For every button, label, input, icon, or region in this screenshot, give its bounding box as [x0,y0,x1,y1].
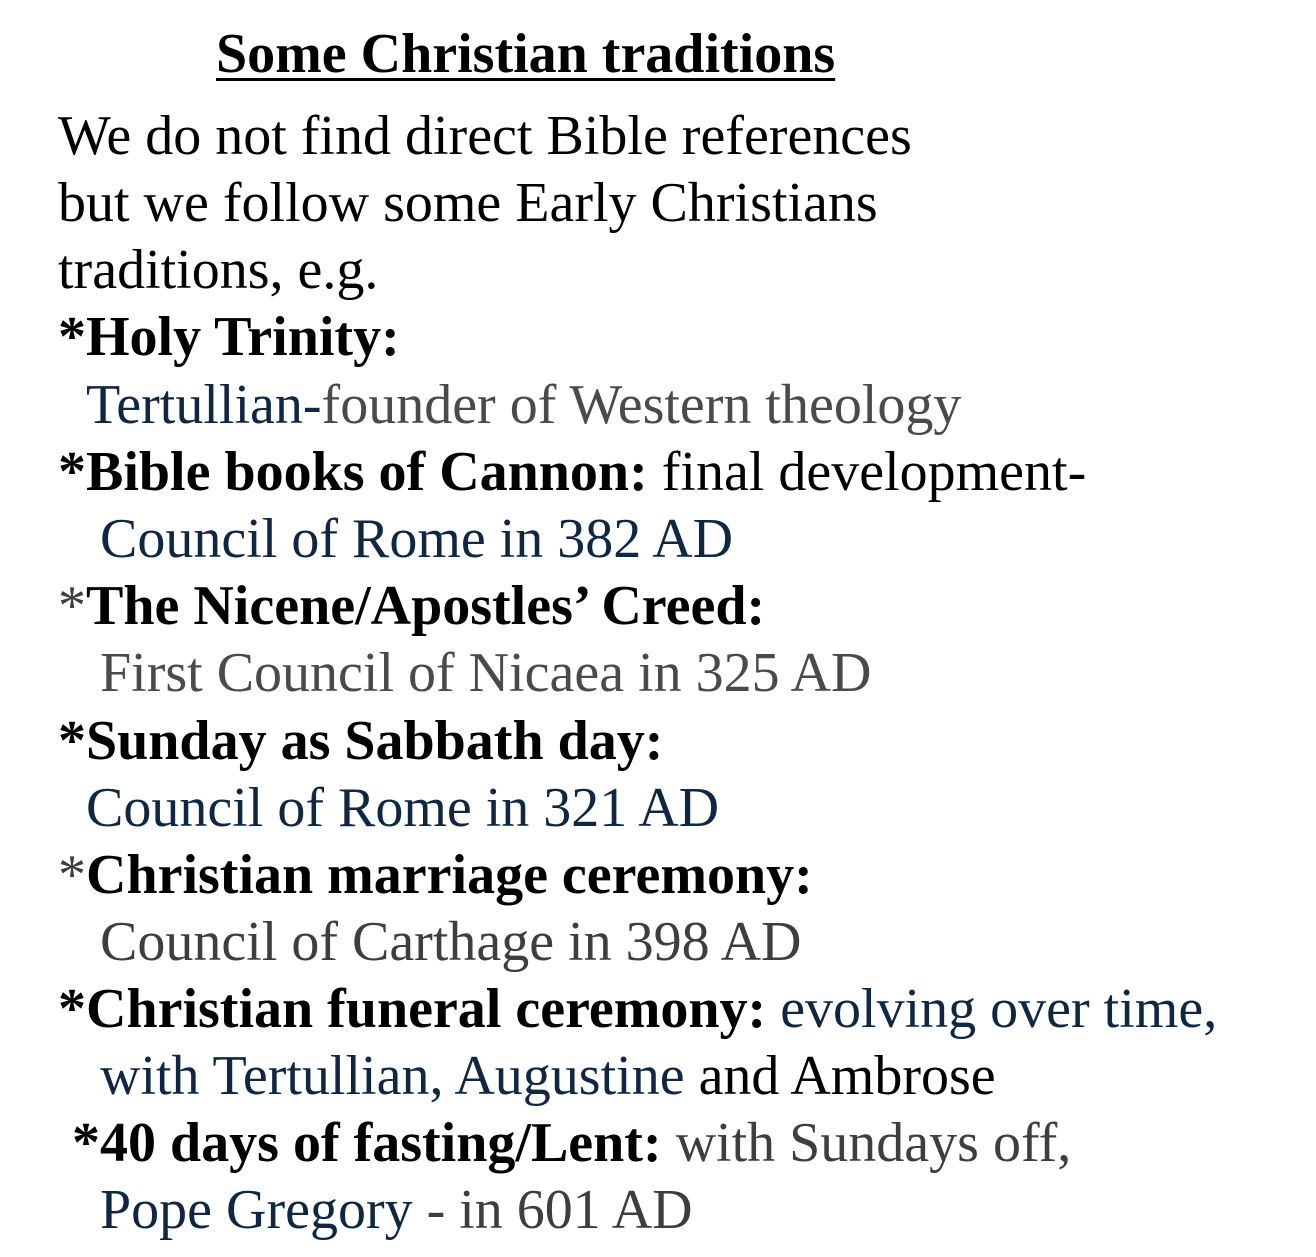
list-item-holy-trinity [58,305,400,369]
list-item-detail: Council of Carthage in 398 AD [100,911,802,973]
list-item-inline: with Sundays off, [661,1112,1072,1174]
list-item-bullet: * [58,978,86,1040]
list-item-detail [100,1044,996,1108]
intro-line-2: but we follow some Early Christians [58,172,878,234]
list-item-marriage [58,843,813,907]
list-item-funeral [58,977,1217,1041]
list-item-inline: final development- [647,441,1087,503]
detail-part-a: Tertullian- [86,374,322,436]
list-item-bullet: * [72,1112,100,1174]
list-item-bullet: * [58,441,86,503]
list-item-detail: Council of Rome in 382 AD [100,508,734,570]
detail-part-a: with Tertullian, Augustine [100,1045,685,1107]
list-item-detail: First Council of Nicaea in 325 AD [100,642,872,704]
list-item-heading: The Nicene/Apostles’ Creed: [86,575,766,637]
page-title: Some Christian traditions [216,23,836,85]
list-item-heading: Sunday as Sabbath day: [86,710,664,772]
detail-part-b: founder of Western theology [321,374,962,436]
list-item-detail: Council of Rome in 321 AD [86,777,720,839]
list-item-inline: evolving over time, [766,978,1218,1040]
list-item-sunday-sabbath [58,709,663,773]
list-item-nicene-creed [58,574,765,638]
list-item-heading: Holy Trinity: [86,306,400,368]
detail-part-b: and Ambrose [684,1045,996,1107]
list-item-heading: Christian marriage ceremony: [86,844,813,906]
list-item-detail [100,1178,693,1242]
list-item-detail [86,373,961,437]
list-item-bullet: * [58,575,86,637]
detail-part-a: Pope Gregory [100,1179,413,1241]
list-item-bible-canon [58,440,1086,504]
list-item-bullet: * [58,844,86,906]
list-item-lent [72,1111,1071,1175]
list-item-heading: 40 days of fasting/Lent: [100,1112,662,1174]
list-item-heading: Bible books of Cannon: [86,441,648,503]
list-item-heading: Christian funeral ceremony: [86,978,767,1040]
list-item-bullet: * [58,306,86,368]
intro-line-1: We do not find direct Bible references [58,105,912,167]
detail-part-b: - in 601 AD [412,1179,693,1241]
list-item-bullet: * [58,710,86,772]
intro-line-3: traditions, e.g. [58,239,379,301]
